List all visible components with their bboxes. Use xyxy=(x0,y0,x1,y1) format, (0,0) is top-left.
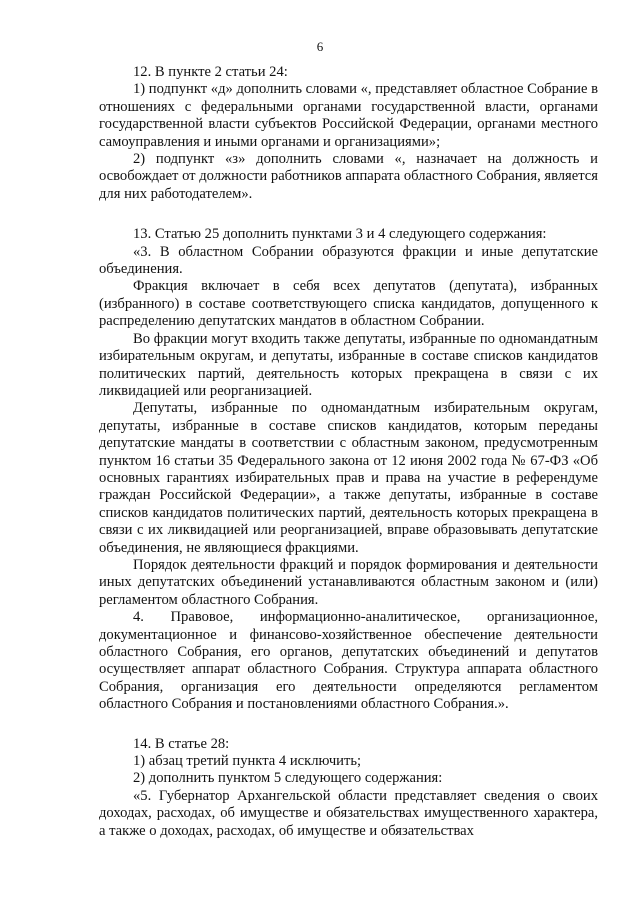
document-body xyxy=(99,64,598,840)
item-13-procedure-paragraph: Порядок деятельности фракций и порядок формирования и деятельности иных депутатских объединений устанавливаются областным законом и (или) регламентом областного Собрания. xyxy=(99,556,598,608)
item-14-heading: 14. В статье 28: xyxy=(133,735,230,752)
item-12-subitem-1: 1) подпункт «д» дополнить словами «, представляет областное Собрание в отношениях с федеральными органами государственной власти, органами государственной власти субъектов Российской Федерации, органами местного самоуправления и иными органами и организациями»; xyxy=(99,81,598,150)
page-number: 6 xyxy=(316,39,324,54)
item-13-deputies-paragraph: Депутаты, избранные по одномандатным избирательным округам, депутаты, избранные в составе списков кандидатов, которым переданы депутатские мандаты в соответствии с областным законом, предусмотренным пунктом 16 статьи 35 Федерального закона от 12 июня 2002 года № 67-ФЗ «Об основных гарантиях избирательных прав и права на участие в референдуме граждан Российской Федерации», а также депутаты, избранные в составе списков кандидатов политических партий, деятельность которых прекращена в связи с их ликвидацией или реорганизацией, вправе образовывать депутатские объединения, не являющиеся фракциями. xyxy=(99,400,598,556)
item-13-point-3: «3. В областном Собрании образуются фракции и иные депутатские объединения. xyxy=(99,243,598,278)
item-13-point-4: 4. Правовое, информационно-аналитическое, организационное, документационное и финансово-хозяйственное обеспечение деятельности областного Собрания, его органов, депутатских объединений и депутатов осуществляет аппарат областного Собрания. Структура аппарата областного Собрания, организация его деятельности определяются регламентом областного Собрания и постановлениями областного Собрания.». xyxy=(99,609,598,713)
item-14-subitem-1: 1) абзац третий пункта 4 исключить; xyxy=(133,753,362,770)
item-13-faction-paragraph: Фракция включает в себя всех депутатов (депутата), избранных (избранного) в составе соответствующего списка кандидатов, допущенного к распределению депутатских мандатов в областном Собрании. xyxy=(99,278,598,330)
item-12-subitem-2: 2) подпункт «з» дополнить словами «, назначает на должность и освобождает от должности работников аппарата областного Собрания, является для них работодателем». xyxy=(99,151,598,202)
item-13-heading: 13. Статью 25 дополнить пунктами 3 и 4 следующего содержания: xyxy=(133,226,547,243)
item-14-point-5: «5. Губернатор Архангельской области представляет сведения о своих доходах, расходах, об имуществе и обязательствах имущественного характера, а также о доходах, расходах, об имуществе и обязательствах xyxy=(99,787,598,839)
item-12-heading: 12. В пункте 2 статьи 24: xyxy=(133,64,288,80)
item-14-subitem-2: 2) дополнить пунктом 5 следующего содержания: xyxy=(133,770,443,787)
item-13-membership-paragraph: Во фракции могут входить также депутаты, избранные по одномандатным избирательным округам, и депутаты, избранные в составе списков кандидатов политических партий, деятельность которых прекращена в связи с их ликвидацией или реорганизацией. xyxy=(99,330,598,399)
